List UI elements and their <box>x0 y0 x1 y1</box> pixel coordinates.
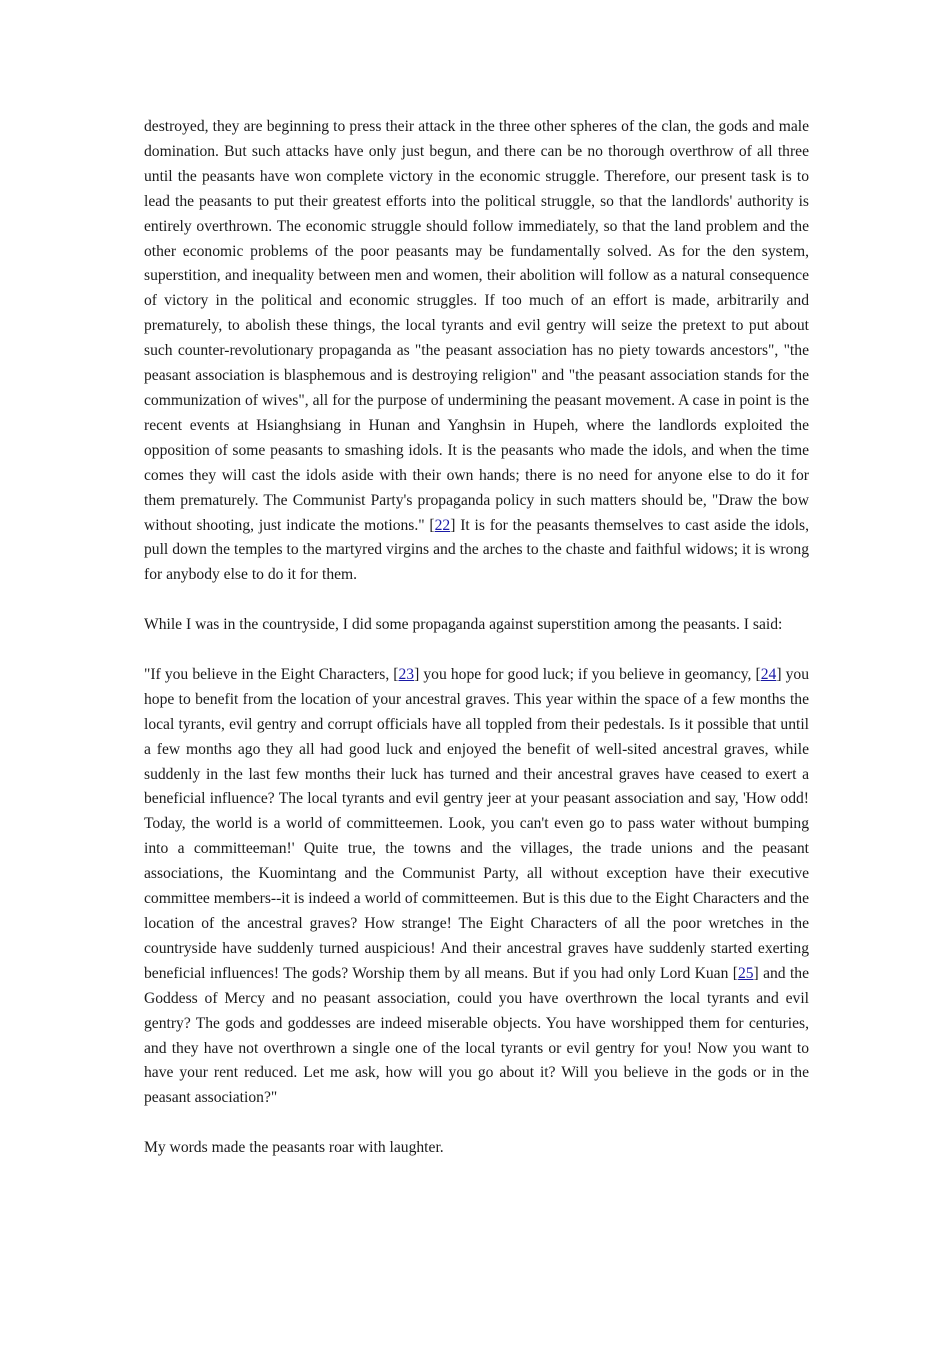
paragraph-superstition-struggle <box>144 115 809 588</box>
paragraph-text: ] you hope to benefit from the location of your ancestral graves. This year within the space of a few months the local tyrants, evil gentry and corrupt officials have all toppled from their pedestals. Is it possible that until a few months ago they all had good luck and enjoyed the benefit of well-sited ancestral graves, while suddenly in the last few months their luck has turned and their ancestral graves have ceased to exert a beneficial influence? The local tyrants and evil gentry jeer at your peasant association and say, 'How odd! Today, the world is a world of committeemen. Look, you can't even go to pass water without bumping into a committeeman!' Quite true, the towns and the villages, the trade unions and the peasant associations, the Kuomintang and the Communist Party, all without exception have their executive committee members--it is indeed a world of committeemen. But is this due to the Eight Characters and the location of the ancestral graves? How strange! The Eight Characters of all the poor wretches in the countryside have suddenly turned auspicious! And their ancestral graves have suddenly started exerting beneficial influences! The gods? Worship them by all means. But if you had only Lord Kuan [ <box>144 665 809 982</box>
paragraph-text: "If you believe in the Eight Characters, [ <box>144 665 399 683</box>
paragraph-text: ] you hope for good luck; if you believe in geomancy, [ <box>414 665 761 683</box>
paragraph-text: ] It is for the peasants themselves to cast aside the idols, pull down the temples to the martyred virgins and the arches to the chaste and faithful widows; it is wrong for anybody else to do it for them. <box>144 516 809 584</box>
paragraph-peasants-laughter <box>144 1136 809 1161</box>
document-body <box>144 115 809 1161</box>
footnote-link-23[interactable]: 23 <box>398 665 415 683</box>
footnote-link-24[interactable]: 24 <box>760 665 777 683</box>
paragraph-countryside-propaganda <box>144 613 809 638</box>
paragraph-text: My words made the peasants roar with laughter. <box>144 1139 444 1157</box>
footnote-link-25[interactable]: 25 <box>737 964 754 982</box>
paragraph-text: While I was in the countryside, I did some propaganda against superstition among the peasants. I said: <box>144 616 783 634</box>
paragraph-text: ] and the Goddess of Mercy and no peasant association, could you have overthrown the local tyrants and evil gentry? The gods and goddesses are indeed miserable objects. You have worshipped them for centuries, and they have not overthrown a single one of the local tyrants or evil gentry for you! Now you want to have your rent reduced. Let me ask, how will you go about it? Will you believe in the gods or in the peasant association?" <box>144 964 809 1107</box>
footnote-link-22[interactable]: 22 <box>434 516 451 534</box>
paragraph-speech-quote <box>144 663 809 1111</box>
paragraph-text: destroyed, they are beginning to press their attack in the three other spheres of the clan, the gods and male domination. But such attacks have only just begun, and there can be no thorough overthrow of all three until the peasants have won complete victory in the economic struggle. Therefore, our present task is to lead the peasants to put their greatest efforts into the political struggle, so that the landlords' authority is entirely overthrown. The economic struggle should follow immediately, so that the land problem and the other economic problems of the poor peasants may be fundamentally solved. As for the den system, superstition, and inequality between men and women, their abolition will follow as a natural consequence of victory in the political and economic struggles. If too much of an effort is made, arbitrarily and prematurely, to abolish these things, the local tyrants and evil gentry will seize the pretext to put about such counter-revolutionary propaganda as "the peasant association has no piety towards ancestors", "the peasant association is blasphemous and is destroying religion" and "the peasant association stands for the communization of wives", all for the purpose of undermining the peasant movement. A case in point is the recent events at Hsianghsiang in Hunan and Yanghsin in Hupeh, where the landlords exploited the opposition of some peasants to smashing idols. It is the peasants who made the idols, and when the time comes they will cast the idols aside with their own hands; there is no need for anyone else to do it for them prematurely. The Communist Party's propaganda policy in such matters should be, "Draw the bow without shooting, just indicate the motions." [ <box>144 118 809 534</box>
